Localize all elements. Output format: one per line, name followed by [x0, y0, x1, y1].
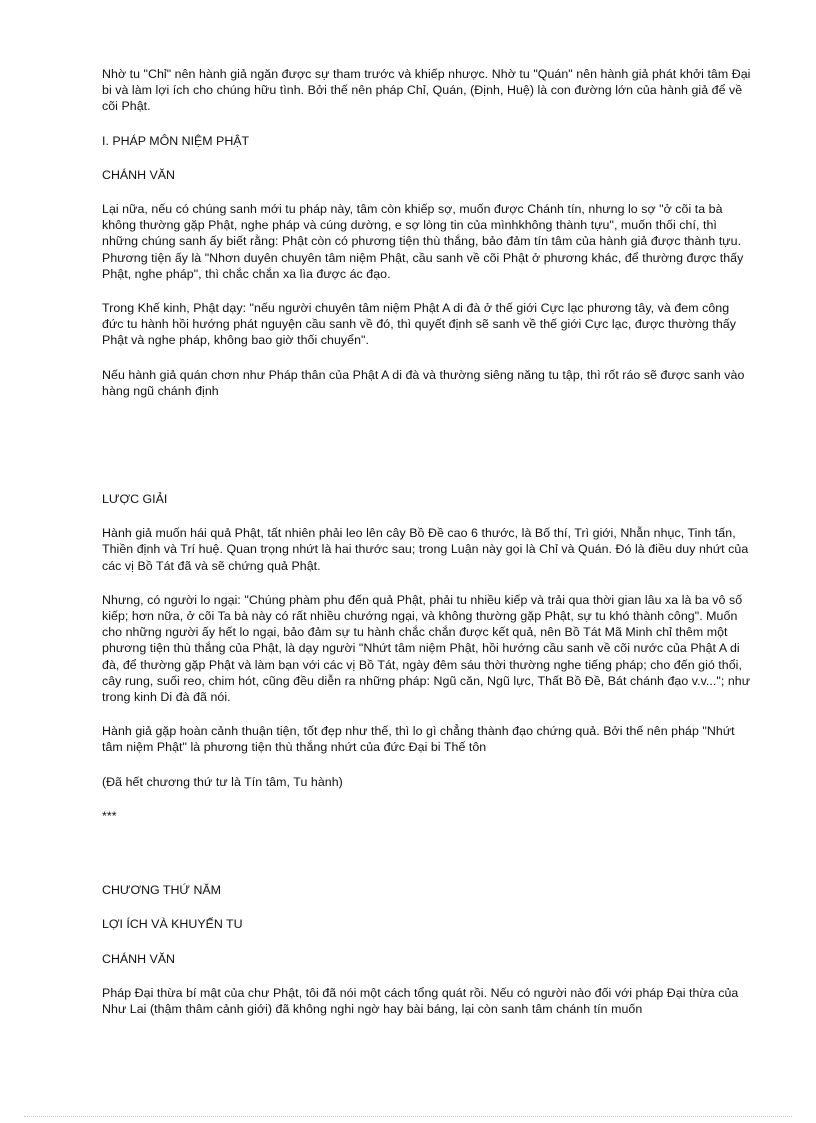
- section-separator: ***: [102, 808, 117, 823]
- subheading-luoc-giai: LƯỢC GIẢI: [102, 492, 168, 507]
- paragraph-dai-thua: Pháp Đại thừa bí mật của chư Phật, tôi đã nói một cách tổng quát rồi. Nếu có người nào đối với pháp Đại thừa của Như Lai (thậm thâm cảnh giới) đã không nghi ngờ hay bài báng, lại còn sanh tâm chánh tín muốn: [102, 985, 739, 1016]
- paragraph-hai-qua-phat: Hành giả muốn hái quả Phật, tất nhiên phải leo lên cây Bồ Đề cao 6 thước, là Bố thí, Trì giới, Nhẫn nhục, Tinh tấn, Thiền định và Trí huệ. Quan trọng nhứt là hai thước sau; trong Luận này gọi là Chỉ và Quán. Đó là điều duy nhứt của các vị Bồ Tát đã và sẽ chứng quả Phật.: [102, 526, 749, 573]
- paragraph-phap-than: Nếu hành giả quán chơn như Pháp thân của Phật A di đà và thường siêng năng tu tập, thì rốt ráo sẽ được sanh vào hàng ngũ chánh định: [102, 367, 745, 398]
- chapter-heading-nam: CHƯƠNG THỨ NĂM: [102, 883, 221, 898]
- document-page: [102, 66, 752, 1017]
- subheading-chanh-van-2: CHÁNH VĂN: [102, 951, 175, 966]
- paragraph-lo-ngai: Nhưng, có người lo ngại: "Chúng phàm phu đến quả Phật, phải tu nhiều kiếp và trải qua thời gian lâu xa là ba vô số kiếp; hơn nữa, ở cõi Ta bà này có rất nhiều chướng ngại, và không thường gặp Phật, sự tu khó thành công". Muốn cho những người ấy hết lo ngại, bảo đảm sự tu hành chắc chắn được kết quả, nên Bồ Tát Mã Minh chỉ thêm một phương tiện thù thắng của Phật, là dạy người "Nhứt tâm niệm Phật, hồi hướng cầu sanh về cõi nước của Phật A di đà, để thường gặp Phật và làm bạn với các vị Bồ Tát, ngày đêm sáu thời thường nghe tiếng pháp; cho đến gió thổi, cây rung, suối reo, chim hót, cũng đều diễn ra những pháp: Ngũ căn, Ngũ lực, Thất Bồ Đề, Bát chánh đạo v.v..."; như trong kinh Di đà đã nói.: [102, 592, 751, 705]
- paragraph-khe-kinh: Trong Khế kinh, Phật dạy: "nếu người chuyên tâm niệm Phật A di đà ở thế giới Cực lạc phương tây, và đem công đức tu hành hồi hướng phát nguyện cầu sanh về đó, thì quyết định sẽ sanh về thế giới Cực lạc, được thường thấy Phật và nghe pháp, không bao giờ thối chuyển".: [102, 301, 736, 348]
- subheading-chanh-van: CHÁNH VĂN: [102, 167, 175, 182]
- chapter-title-loi-ich: LỢI ÍCH VÀ KHUYẾN TU: [102, 917, 243, 932]
- section-heading-phap-mon: I. PHÁP MÔN NIỆM PHẬT: [102, 133, 250, 148]
- paragraph-chi-quan: Nhờ tu "Chỉ" nên hành giả ngăn được sự tham trước và khiếp nhược. Nhờ tu "Quán" nên hành giả phát khởi tâm Đại bi và làm lợi ích cho chúng hữu tình. Bởi thế nên pháp Chỉ, Quán, (Định, Huệ) là con đường lớn của hành giả để về cõi Phật.: [102, 67, 751, 114]
- paragraph-thuan-tien: Hành giả gặp hoàn cảnh thuận tiện, tốt đẹp như thế, thì lo gì chẳng thành đạo chứng quả. Bởi thế nên pháp "Nhứt tâm niệm Phật" là phương tiện thù thắng nhứt của đức Đại bi Thế tôn: [102, 724, 735, 755]
- page-bottom-rule: [24, 1116, 792, 1117]
- chapter-end-note: (Đã hết chương thứ tư là Tín tâm, Tu hành): [102, 774, 343, 789]
- paragraph-lai-nua: Lại nữa, nếu có chúng sanh mới tu pháp này, tâm còn khiếp sợ, muốn được Chánh tín, nhưng lo sợ "ở cõi ta bà không thường gặp Phật, nghe pháp và cúng dường, e sợ lòng tin của mìnhkhông thành tựu", muốn thối chí, thì những chúng sanh ấy biết rằng: Phật còn có phương tiện thù thắng, bảo đảm tín tâm của hành giả được thành tựu. Phương tiện ấy là "Nhơn duyên chuyên tâm niệm Phật, cầu sanh về cõi Phật ở phương khác, để thường được thấy Phật, nghe pháp", thì chắc chắn xa lìa được ác đạo.: [102, 202, 744, 281]
